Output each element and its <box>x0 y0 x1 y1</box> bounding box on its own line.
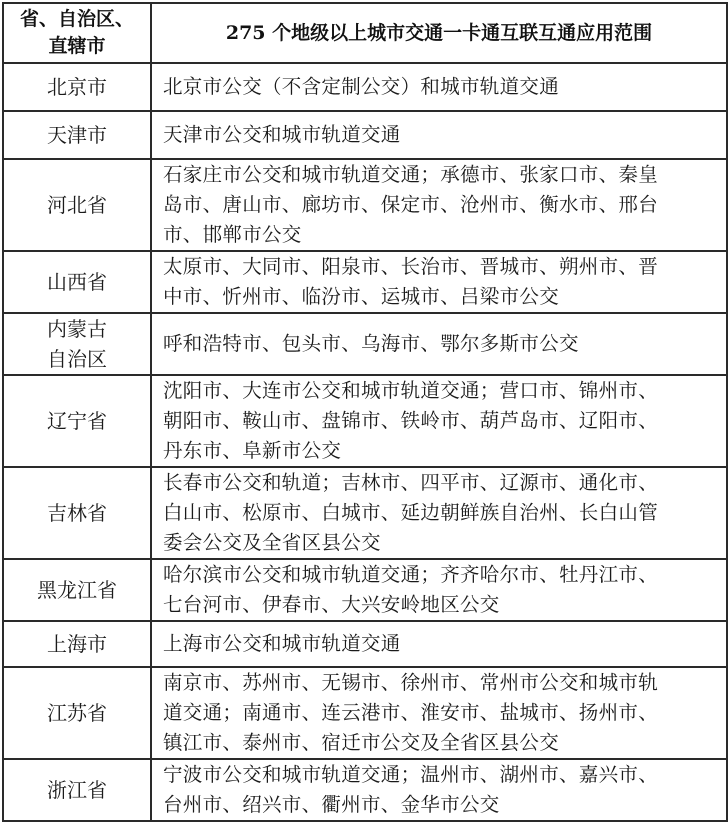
scope-line: 北京市公交（不含定制公交）和城市轨道交通 <box>163 75 560 98</box>
province-name: 吉林省 <box>47 501 107 525</box>
scope-cell <box>151 251 727 313</box>
province-name: 黑龙江省 <box>37 578 117 602</box>
province-name: 北京市 <box>47 75 107 99</box>
interconnection-table <box>2 2 728 822</box>
province-name: 上海市 <box>47 632 107 656</box>
province-name: 辽宁省 <box>47 409 107 433</box>
header-province <box>3 3 151 63</box>
table-row <box>3 111 727 159</box>
table-row <box>3 667 727 759</box>
scope-line: 南京市、苏州市、无锡市、徐州市、常州市公交和城市轨 <box>163 671 659 694</box>
province-cell <box>3 759 151 821</box>
scope-cell <box>151 375 727 467</box>
scope-cell <box>151 111 727 159</box>
table-header-row <box>3 3 727 63</box>
scope-line: 天津市公交和城市轨道交通 <box>163 123 401 146</box>
scope-line: 上海市公交和城市轨道交通 <box>163 632 401 655</box>
scope-cell <box>151 63 727 111</box>
scope-cell <box>151 159 727 251</box>
scope-cell <box>151 313 727 375</box>
province-cell <box>3 313 151 375</box>
scope-cell <box>151 467 727 559</box>
scope-line: 沈阳市、大连市公交和城市轨道交通；营口市、锦州市、 <box>163 379 659 402</box>
scope-line: 委会公交及全省区县公交 <box>163 531 381 554</box>
table-row <box>3 467 727 559</box>
table-row <box>3 375 727 467</box>
scope-line: 白山市、松原市、白城市、延边朝鲜族自治州、长白山管 <box>163 501 659 524</box>
scope-cell <box>151 621 727 667</box>
table-row <box>3 63 727 111</box>
scope-line: 宁波市公交和城市轨道交通；温州市、湖州市、嘉兴市、 <box>163 763 659 786</box>
scope-line: 道交通；南通市、连云港市、淮安市、盐城市、扬州市、 <box>163 701 659 724</box>
scope-line: 石家庄市公交和城市轨道交通；承德市、张家口市、秦皇 <box>163 163 659 186</box>
table-row <box>3 313 727 375</box>
scope-line: 七台河市、伊春市、大兴安岭地区公交 <box>163 593 500 616</box>
scope-cell <box>151 759 727 821</box>
province-name: 江苏省 <box>47 701 107 725</box>
table-row <box>3 759 727 821</box>
province-name: 内蒙古 <box>47 317 107 341</box>
province-cell <box>3 375 151 467</box>
province-name: 自治区 <box>47 347 107 371</box>
province-cell <box>3 467 151 559</box>
province-name: 山西省 <box>47 270 107 294</box>
scope-line: 市、邯郸市公交 <box>163 223 302 246</box>
scope-line: 朝阳市、鞍山市、盘锦市、铁岭市、葫芦岛市、辽阳市、 <box>163 409 659 432</box>
scope-cell <box>151 667 727 759</box>
table-row <box>3 559 727 621</box>
province-name: 浙江省 <box>47 778 107 802</box>
scope-cell <box>151 559 727 621</box>
header-province-line2: 直辖市 <box>48 35 106 57</box>
header-province-line1: 省、自治区、 <box>19 8 134 30</box>
province-cell <box>3 159 151 251</box>
province-cell <box>3 251 151 313</box>
province-cell <box>3 667 151 759</box>
scope-line: 台州市、绍兴市、衢州市、金华市公交 <box>163 793 500 816</box>
scope-line: 长春市公交和轨道；吉林市、四平市、辽源市、通化市、 <box>163 471 659 494</box>
province-cell <box>3 111 151 159</box>
scope-line: 镇江市、泰州市、宿迁市公交及全省区县公交 <box>163 731 560 754</box>
header-scope: 275 个地级以上城市交通一卡通互联互通应用范围 <box>151 3 727 63</box>
table-row <box>3 621 727 667</box>
scope-line: 哈尔滨市公交和城市轨道交通；齐齐哈尔市、牡丹江市、 <box>163 563 659 586</box>
scope-line: 呼和浩特市、包头市、乌海市、鄂尔多斯市公交 <box>163 332 579 355</box>
scope-line: 中市、忻州市、临汾市、运城市、吕梁市公交 <box>163 285 560 308</box>
table-row <box>3 159 727 251</box>
scope-line: 丹东市、阜新市公交 <box>163 439 342 462</box>
scope-line: 太原市、大同市、阳泉市、长治市、晋城市、朔州市、晋 <box>163 255 659 278</box>
province-cell <box>3 621 151 667</box>
province-name: 天津市 <box>47 123 107 147</box>
table-row <box>3 251 727 313</box>
province-cell <box>3 559 151 621</box>
province-name: 河北省 <box>47 193 107 217</box>
scope-line: 岛市、唐山市、廊坊市、保定市、沧州市、衡水市、邢台 <box>163 193 659 216</box>
province-cell <box>3 63 151 111</box>
